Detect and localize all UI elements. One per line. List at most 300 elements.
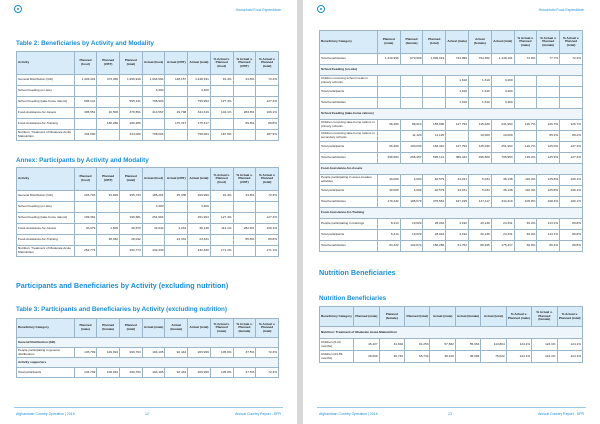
row-label: General Distribution (GD) [17,75,75,86]
table-cell: 127.4% [210,97,233,108]
table-cell [74,235,97,246]
table-cell [377,98,400,109]
row-label: Food-Assistance-for-Training [17,235,75,246]
table-cell: 194,105 [142,368,165,378]
row-label: Children receiving take-home rations in primary schools [320,120,378,131]
table-cell: 65,734 [405,351,430,363]
table-cell: 113,804 [481,339,506,351]
table-row [320,142,583,153]
table-row [320,197,583,208]
table-cell [165,86,188,97]
table-cell [446,131,469,142]
table-row [17,202,279,213]
column-header: % Actual v. Planned (male) [514,31,537,54]
table-cell: 105.6% [210,368,233,378]
table-cell: 72.3% [256,368,279,378]
table-cell [97,130,120,141]
table-cell: 796,004 [142,130,165,141]
table-cell: 389,444 [446,153,469,164]
column-header: Planned (total) [120,52,143,75]
table-row [17,235,279,246]
right-page [303,0,600,424]
column-header: Actual (male) [446,31,469,54]
column-header: % Actual v. Planned (female) [532,307,557,327]
table-cell: 344,319 [188,108,211,119]
table-cell [165,246,188,257]
table-cell: 72.3% [256,348,279,358]
table-row [17,75,279,86]
table-cell: 124.1% [506,339,531,351]
table-cell: 49.4% [514,219,537,230]
table-cell: 209,999 [188,348,211,358]
column-header: Planned (male) [74,319,97,338]
row-label: Nutrition: Treatment of Moderate Acute Malnutrition [17,130,75,141]
table-cell [377,76,400,87]
table-cell: 72.3% [256,75,279,86]
table-cell: 795,993 [188,97,211,108]
table-cell: 3,400 [142,86,165,97]
table-cell: 126.4% [514,153,537,164]
column-header: Actual (male) [142,319,165,338]
annex-table [16,167,279,257]
table-cell: 186,261 [142,191,165,202]
column-header: % Actual v. Planned (food) [210,52,233,75]
table-cell: 11,120 [400,131,423,142]
table-cell: 434,000 [74,130,97,141]
table-cell: 36,606 [455,351,480,363]
column-header: Actual (total) [188,319,211,338]
column-header: % Actual v. Planned (total) [256,168,279,191]
table-cell: 299,793 [120,368,143,378]
table-cell: 124.1% [557,351,582,363]
table-cell: 1,610 [469,76,492,87]
table-cell: 796,004 [188,130,211,141]
section-label: School Feeding (on-site) [320,65,583,76]
table-cell: 209,999 [188,191,211,202]
table-cell: 344,319 [491,197,514,208]
table-cell: 110.4% [514,186,537,197]
table-cell: 127.4% [256,213,279,224]
table-cell: 106.1% [256,224,279,235]
table-cell: 88,945 [469,241,492,252]
table-section-row [320,208,583,219]
column-header: Actual (CBT) [165,168,188,191]
table-cell: 36,000 [354,351,379,363]
table-cell [97,202,120,213]
table-cell: 40,000 [377,175,400,186]
table-section-row [320,109,583,120]
column-header: Actual (total) [491,31,514,54]
section-label: Food-Assistance-for-Assets [320,164,583,175]
row-label: School Feeding (on-site) [17,86,75,97]
table-row [320,351,583,363]
column-header: Planned (total) [120,168,143,191]
row-label: Total beneficiaries [320,153,378,164]
row-label: People participating in trainings [320,219,378,230]
header-right: Household Food Expenditure [538,8,584,12]
table-cell: 89.8% [233,119,256,130]
table-cell [165,213,188,224]
table-cell: 113.1% [537,230,560,241]
column-header: Planned (male) [377,31,400,54]
participants-heading: Participants and Beneficiaries by Activity (excluding nutrition) [16,281,229,290]
row-label: Total beneficiaries [320,241,378,252]
table-cell [74,86,97,97]
table-cell: 108.4% [537,197,560,208]
table-cell: 241,994 [491,120,514,131]
footer-right: Annual Country Report - SPR [235,412,281,416]
table-cell: 434,000 [120,130,143,141]
table-cell [233,202,256,213]
table-cell: 115,030 [469,120,492,131]
table-cell: 3,400 [188,202,211,213]
section-label: School Feeding (take-home rations) [320,109,583,120]
column-header: % Actual v. Planned (female) [537,31,560,54]
table-cell: 74.9% [514,54,537,65]
column-header: % Actual v. Planned (male) [506,307,531,327]
table-cell [210,235,233,246]
row-label: Total participants [320,186,378,197]
table-cell: 19,629 [400,219,423,230]
table-cell [256,86,279,97]
table-cell: 795,993 [142,97,165,108]
table-cell [537,76,560,87]
table-cell: 89.8% [560,241,583,252]
table-cell: 106.1% [560,197,583,208]
table-cell: 91.4% [210,191,233,202]
column-header: Planned (total) [423,31,446,54]
table-cell [233,130,256,141]
footer-right: Annual Country Report - SPR [538,412,584,416]
table-cell [120,86,143,97]
table-cell: 1,448,191 [188,75,211,86]
table-cell: 595,141 [120,97,143,108]
table-cell: 86.8% [560,230,583,241]
table-cell: 1,999,919 [120,75,143,86]
table-cell: 127,793 [446,142,469,153]
table-cell: 124.1% [557,339,582,351]
table-cell: 4,192 [446,230,469,241]
table-cell: 376,551 [120,108,143,119]
annex-heading: Annex: Participants by Activity and Modality [16,157,149,164]
table-cell: 180,286 [97,119,120,130]
table-cell: 166,310 [423,142,446,153]
table-row [320,186,583,197]
table-cell: 282.9% [233,224,256,235]
table-cell [400,87,423,98]
table-cell [97,97,120,108]
table-cell: 91.4% [210,75,233,86]
table-cell [97,86,120,97]
table-row [17,130,279,141]
column-header: % Actual v. Planned (CBT) [233,168,256,191]
table-cell: 100,030 [400,142,423,153]
table-cell [233,97,256,108]
table-cell [256,202,279,213]
table-cell: 127.4% [560,142,583,153]
table-cell: 125.9% [537,153,560,164]
table-cell [97,213,120,224]
table-cell: 104.1% [210,108,233,119]
table-cell [400,98,423,109]
row-label: School Feeding (on-site) [17,202,75,213]
table-cell: 55,963 [455,339,480,351]
table-cell: 28,042 [97,235,120,246]
table-cell: 794,352 [469,54,492,65]
table-cell: 86.8% [256,235,279,246]
table-cell: 44,151 [446,175,469,186]
table-cell: 127.4% [210,213,233,224]
table-cell: 10,500 [97,108,120,119]
table-cell: 91,829 [97,191,120,202]
table-row [17,348,279,358]
table-section-row [320,327,583,339]
table-cell: 109.9% [514,197,537,208]
row-label: Children receiving take-home rations in secondary schools [320,131,378,142]
table-section-row [320,164,583,175]
table-cell: 679,999 [400,54,423,65]
table-cell: 298,684 [377,153,400,164]
column-header: Beneficiary Category [320,307,354,327]
column-header: Planned (CBT) [97,168,120,191]
table-cell [423,98,446,109]
wfp-logo-icon [14,5,22,13]
table-cell [210,202,233,213]
table-cell: 187.9% [210,130,233,141]
table-cell: 3,400 [491,87,514,98]
table-cell: 595,141 [74,97,97,108]
table-cell: 46,437 [354,339,379,351]
row-label: People participating in asset-creation activities [320,175,378,186]
table-cell: 44,151 [446,186,469,197]
table-cell [423,87,446,98]
table-cell: 89.8% [256,119,279,130]
table-cell: 10,000 [469,131,492,142]
table-cell: 126.7% [514,142,537,153]
table-header-row [320,307,583,327]
table-cell: 66,280 [377,120,400,131]
column-header: Actual (food) [142,168,165,191]
table-header-row [320,31,583,54]
row-label: Food-Assistance-for-Training [17,119,75,130]
table-cell: 24,331 [491,219,514,230]
table-row [17,97,279,108]
table-cell: 61,762 [446,241,469,252]
table-cell: 112.1% [210,224,233,235]
table-cell: 84,422 [377,241,400,252]
table-cell: 127.4% [256,97,279,108]
table-row [320,98,583,109]
section-label: Activity supporters [17,358,279,368]
footer-left: Afghanistan Country Operation | 2016 [319,412,378,416]
table-cell: 46,138 [188,224,211,235]
row-label: Food-Assistance-for-Assets [17,224,75,235]
table-cell [165,130,188,141]
column-header: Actual (female) [455,307,480,327]
table-cell: 75,022 [481,351,506,363]
table-cell [142,119,165,130]
column-header: Beneficiary Category [320,31,378,54]
table-row [320,120,583,131]
table-cell [377,131,400,142]
column-header: Actual (total) [188,168,211,191]
table-cell: 175,317 [165,119,188,130]
table-cell: 86.4% [537,241,560,252]
row-label: School Feeding (take-home rations) [17,213,75,224]
table-cell: 180,286 [423,241,446,252]
table-cell: 46,138 [491,186,514,197]
row-label: School Feeding (take-home rations) [17,97,75,108]
table-cell: 28,042 [423,230,446,241]
table-cell: 1,610 [469,98,492,109]
table-cell: 251,994 [142,213,165,224]
table-cell [560,87,583,98]
table-cell: 86.8% [233,235,256,246]
column-header: Actual (male) [430,307,455,327]
column-header: % Actual v. Planned (total) [256,319,279,338]
column-header: Actual (food) [142,52,165,75]
row-label: Children receiving school meals in primary schools [320,76,378,87]
table-row [320,153,583,164]
table-header-row [17,319,279,338]
footer-left: Afghanistan Country Operation | 2016 [16,412,75,416]
table-cell: 24.8% [233,191,256,202]
table-cell: 89.2% [560,131,583,142]
table-cell: 4,000 [400,175,423,186]
table-cell: 49.4% [514,230,537,241]
table-cell: 209,999 [188,368,211,378]
table-row [320,76,583,87]
table-cell: 29,734 [379,351,404,363]
table-cell: 40,579 [423,175,446,186]
table3 [16,318,279,378]
table-cell [560,98,583,109]
table-cell: 252,774 [74,246,97,257]
table-cell: 251,994 [188,213,211,224]
column-header: Actual (female) [469,31,492,54]
table-cell: 24.8% [233,75,256,86]
table-cell: 147,117 [469,197,492,208]
table-cell: 376,551 [423,197,446,208]
table-cell: 195,679 [400,197,423,208]
table-cell: 40,000 [377,186,400,197]
table-cell: 44,944 [142,224,165,235]
row-label: Children (6-23 months) [320,339,354,351]
column-header: Planned (total) [405,307,430,327]
table-cell: 3,400 [142,202,165,213]
table-row [17,86,279,97]
table-cell [514,131,537,142]
table-cell: 110.4% [514,175,537,186]
table-cell: 77.7% [537,54,560,65]
column-header: % Actual v. Planned (CBT) [233,52,256,75]
table-cell: 37.5% [233,368,256,378]
table-cell [97,246,120,257]
table-cell: 3,400 [491,98,514,109]
table-cell: 8,413 [377,219,400,230]
table-row [320,241,583,252]
table-cell [120,202,143,213]
table-cell: 92,444 [165,368,188,378]
table2-heading: Table 2: Beneficiaries by Activity and Modality [16,40,154,47]
table-cell: 124.1% [532,339,557,351]
table-row [320,175,583,186]
table-cell: 72.3% [256,191,279,202]
table-cell: 126.7% [514,120,537,131]
table2 [16,51,279,141]
table-cell: 46,138 [491,175,514,186]
column-header: Planned (CBT) [97,52,120,75]
table-cell [514,76,537,87]
table-cell: 373,466 [97,75,120,86]
table-cell: 252,774 [120,246,143,257]
table-cell: 4,244 [165,224,188,235]
table-cell [233,86,256,97]
table-cell: 171.1% [256,246,279,257]
table-cell: 194,105 [142,348,165,358]
table-cell: 795,993 [491,153,514,164]
table-cell [165,97,188,108]
column-header: % Actual v. Planned (female) [233,319,256,338]
table-cell: 197,195 [446,197,469,208]
row-label: Total participants [17,368,75,378]
table-cell: 1,319,999 [377,54,400,65]
table-cell: 72.3% [560,54,583,65]
table-section-row [320,65,583,76]
table-row [320,339,583,351]
table-cell: 1,500 [97,224,120,235]
table-row [17,213,279,224]
table-cell: 20,139 [469,219,492,230]
table-cell: 124.1% [506,351,531,363]
column-header: Activity [17,168,75,191]
table-cell: 743,999 [446,54,469,65]
table-cell: 24,331 [188,235,211,246]
table-cell [423,76,446,87]
row-label: Children (24-59 months) [320,351,354,363]
table-row [320,87,583,98]
table-cell: 19,629 [400,230,423,241]
row-label: Food-Assistance-for-Assets [17,108,75,119]
table-cell [74,119,97,130]
table-cell: 89.2% [537,131,560,142]
table-cell: 28,042 [423,219,446,230]
column-header: Planned (female) [97,319,120,338]
table-cell: 125.0% [537,142,560,153]
table-cell: 175,317 [188,119,211,130]
row-label: Total beneficiaries [320,54,378,65]
page-number: 12 [145,412,149,416]
table-cell: 1,448,191 [491,54,514,65]
table-cell: 11,120 [423,131,446,142]
table-cell: 91,253 [405,339,430,351]
table-cell: 203,793 [74,191,97,202]
table-row [17,224,279,235]
table-section-row [17,338,279,348]
table-cell: 125,030 [469,142,492,153]
table-cell: 1,610 [446,76,469,87]
table-cell: 66,280 [377,142,400,153]
table-cell: 155,990 [423,120,446,131]
table-cell: 10,000 [491,131,514,142]
table-cell: 299,793 [120,348,143,358]
left-page [0,0,297,424]
column-header: Planned (food) [74,52,97,75]
table-cell: 126.7% [560,120,583,131]
column-header: Beneficiary Category [17,319,75,338]
table-cell: 414,567 [142,108,165,119]
table3-heading: Table 3: Participants and Beneficiaries by Activity (excluding nutrition) [16,306,227,313]
